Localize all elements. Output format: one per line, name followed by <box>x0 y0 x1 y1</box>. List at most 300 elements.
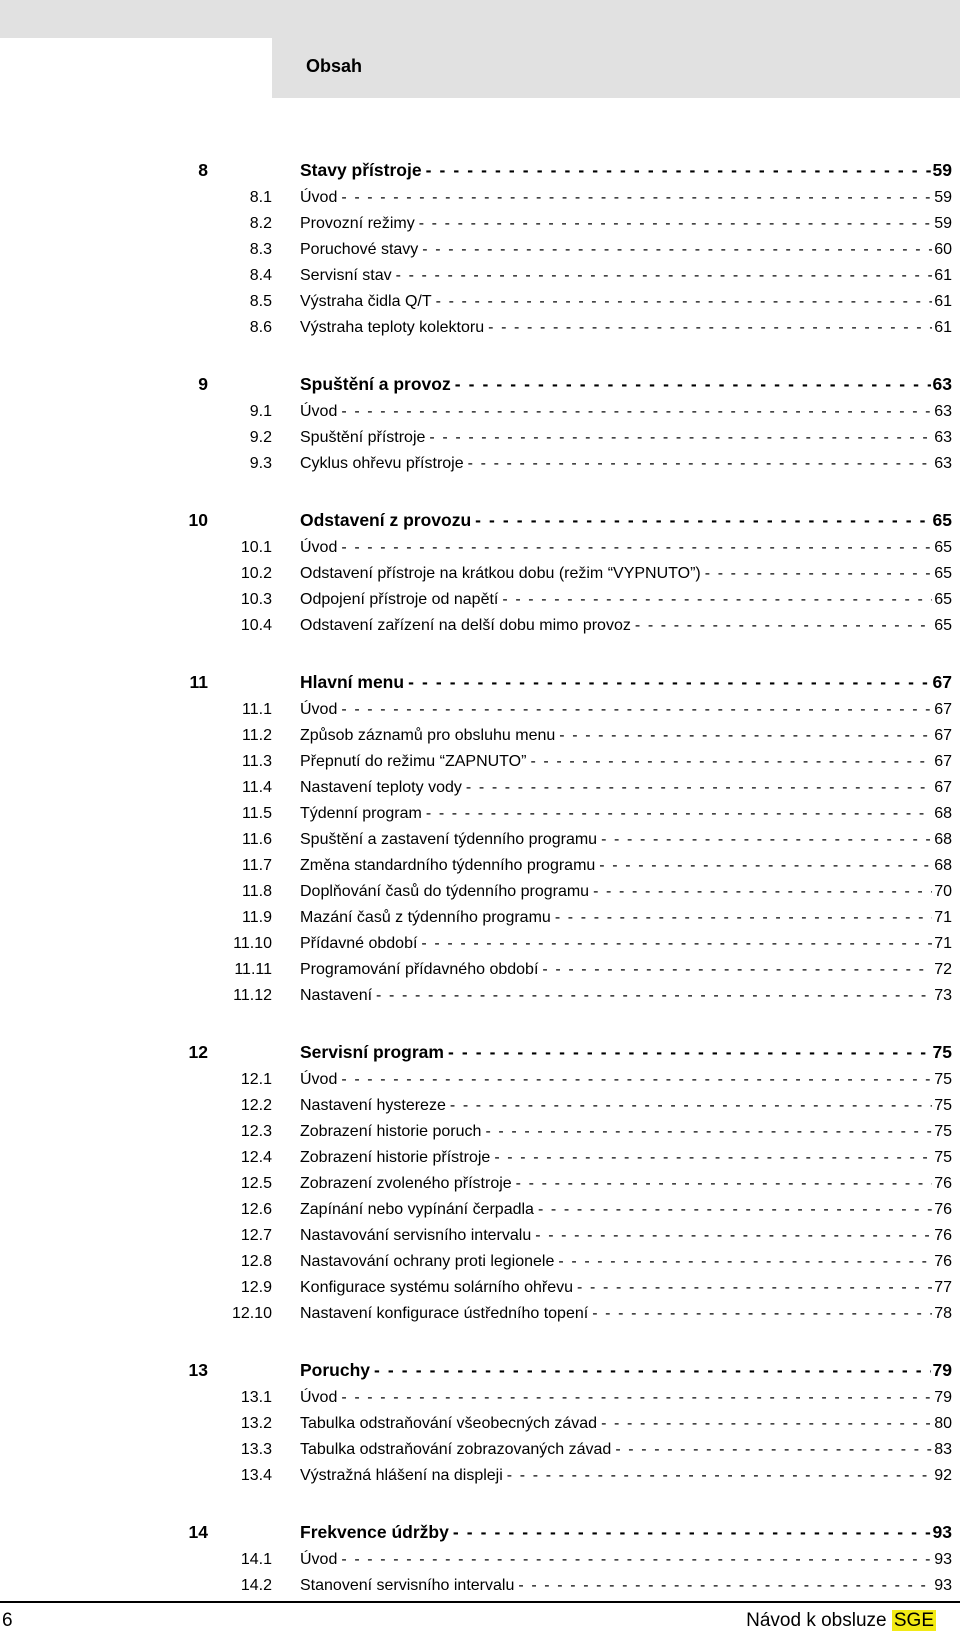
toc-chapter-heading[interactable] <box>0 667 960 697</box>
section-title: Stanovení servisního intervalu <box>300 1577 515 1594</box>
table-of-contents <box>0 155 960 1599</box>
toc-entry-line <box>300 535 952 561</box>
dot-leader <box>436 289 933 315</box>
dot-leader <box>341 1385 932 1411</box>
toc-chapter <box>0 505 960 639</box>
section-number: 11.1 <box>242 701 272 718</box>
page-number: 65 <box>932 510 952 530</box>
toc-entry[interactable] <box>0 1171 960 1197</box>
header-tab-band <box>272 38 960 98</box>
dot-leader <box>453 1517 931 1547</box>
page-number: 63 <box>934 403 952 420</box>
toc-entry[interactable] <box>0 263 960 289</box>
section-number: 13.3 <box>240 1441 272 1458</box>
section-title: Nastavování servisního intervalu <box>300 1227 532 1244</box>
toc-entry-line <box>300 1411 952 1437</box>
toc-entry-line <box>300 983 952 1009</box>
toc-entry[interactable] <box>0 697 960 723</box>
page-number: 75 <box>932 1042 952 1062</box>
page-number: 67 <box>934 779 952 796</box>
dot-leader <box>426 155 931 185</box>
dot-leader <box>577 1275 932 1301</box>
toc-entry-line <box>300 931 952 957</box>
section-title: Odstavení přístroje na krátkou dobu (režim “VYPNUTO”) <box>300 565 701 582</box>
toc-entry[interactable] <box>0 1547 960 1573</box>
dot-leader <box>422 237 932 263</box>
toc-entry-line <box>300 1573 952 1599</box>
section-title: Mazání časů z týdenního programu <box>300 909 551 926</box>
section-number: 12.1 <box>240 1071 272 1088</box>
toc-chapter-heading[interactable] <box>0 155 960 185</box>
section-title: Výstraha čidla Q/T <box>300 293 432 310</box>
page-number: 67 <box>932 672 952 692</box>
chapter-title: Odstavení z provozu <box>300 510 472 530</box>
section-title: Programování přídavného období <box>300 961 539 978</box>
dot-leader <box>341 697 932 723</box>
section-title: Úvod <box>300 189 338 206</box>
section-number: 11.2 <box>242 727 272 744</box>
dot-leader <box>341 535 932 561</box>
toc-entry[interactable] <box>0 1249 960 1275</box>
header-top-band <box>0 0 960 38</box>
page-number: 67 <box>934 753 952 770</box>
section-number: 14.1 <box>240 1551 272 1568</box>
section-number: 11.5 <box>242 805 272 822</box>
toc-entry-line <box>300 1067 952 1093</box>
toc-entry-line <box>300 1547 952 1573</box>
section-number: 10.2 <box>240 565 272 582</box>
toc-entry[interactable] <box>0 749 960 775</box>
page-number: 72 <box>934 961 952 978</box>
toc-entry-line <box>300 801 952 827</box>
section-number: 14.2 <box>240 1577 272 1594</box>
section-number: 11.9 <box>242 909 272 926</box>
chapter-title: Spuštění a provoz <box>300 374 451 394</box>
section-number: 8.1 <box>249 189 272 206</box>
toc-entry-line <box>300 905 952 931</box>
toc-entry-line <box>300 1301 952 1327</box>
section-title: Zapínání nebo vypínání čerpadla <box>300 1201 534 1218</box>
page-number: 93 <box>934 1551 952 1568</box>
chapter-number: 11 <box>189 672 208 692</box>
section-title: Nastavování ochrany proti legionele <box>300 1253 555 1270</box>
toc-entry[interactable] <box>0 1411 960 1437</box>
page-number: 71 <box>934 909 952 926</box>
section-title: Odstavení zařízení na delší dobu mimo provoz <box>300 617 631 634</box>
toc-entry-line <box>300 1171 952 1197</box>
dot-leader <box>705 561 932 587</box>
section-number: 8.4 <box>249 267 272 284</box>
page-number: 59 <box>932 160 952 180</box>
section-title: Zobrazení zvoleného přístroje <box>300 1175 512 1192</box>
toc-chapter-heading[interactable] <box>0 1355 960 1385</box>
dot-leader <box>601 827 932 853</box>
dot-leader <box>538 1197 932 1223</box>
dot-leader <box>559 723 932 749</box>
toc-chapter-heading[interactable] <box>0 369 960 399</box>
page-number: 65 <box>934 591 952 608</box>
section-title: Zobrazení historie poruch <box>300 1123 482 1140</box>
toc-entry-line <box>300 1037 952 1067</box>
toc-chapter <box>0 667 960 1009</box>
toc-entry-line <box>300 667 952 697</box>
footer-brand-label: SGE <box>893 1610 934 1631</box>
dot-leader <box>341 185 932 211</box>
section-title: Tabulka odstraňování zobrazovaných závad <box>300 1441 612 1458</box>
chapter-number: 8 <box>198 160 208 180</box>
toc-entry[interactable] <box>0 185 960 211</box>
page-number: 75 <box>934 1123 952 1140</box>
toc-entry[interactable] <box>0 1437 960 1463</box>
toc-entry[interactable] <box>0 1573 960 1599</box>
toc-chapter-heading[interactable] <box>0 1037 960 1067</box>
page-number: 61 <box>934 319 952 336</box>
dot-leader <box>426 801 932 827</box>
section-number: 10.3 <box>240 591 272 608</box>
dot-leader <box>502 587 932 613</box>
page-number: 59 <box>934 189 952 206</box>
section-number: 12.8 <box>240 1253 272 1270</box>
section-number: 13.4 <box>240 1467 272 1484</box>
section-title: Úvod <box>300 403 338 420</box>
page-number: 71 <box>934 935 952 952</box>
section-number: 11.11 <box>234 961 272 978</box>
toc-entry-line <box>300 775 952 801</box>
section-title: Spuštění přístroje <box>300 429 426 446</box>
toc-entry-line <box>300 723 952 749</box>
section-title: Úvod <box>300 1389 338 1406</box>
chapter-number: 13 <box>188 1360 208 1380</box>
page-title: Obsah <box>306 56 363 76</box>
dot-leader <box>376 983 932 1009</box>
toc-chapter-heading[interactable] <box>0 505 960 535</box>
toc-entry[interactable] <box>0 451 960 477</box>
toc-entry[interactable] <box>0 957 960 983</box>
dot-leader <box>488 315 932 341</box>
section-title: Nastavení hystereze <box>300 1097 446 1114</box>
toc-entry[interactable] <box>0 289 960 315</box>
toc-entry-line <box>300 1223 952 1249</box>
toc-entry-line <box>300 369 952 399</box>
page-number: 83 <box>934 1441 952 1458</box>
toc-entry-line <box>300 1119 952 1145</box>
toc-entry-line <box>300 749 952 775</box>
chapter-number: 12 <box>188 1042 208 1062</box>
page-number: 76 <box>934 1227 952 1244</box>
section-title: Nastavení <box>300 987 373 1004</box>
dot-leader <box>494 1145 932 1171</box>
section-number: 8.3 <box>249 241 272 258</box>
dot-leader <box>542 957 932 983</box>
footer-document-title <box>746 1610 936 1632</box>
dot-leader <box>450 1093 932 1119</box>
toc-entry-line <box>300 561 952 587</box>
section-title: Provozní režimy <box>300 215 415 232</box>
dot-leader <box>341 1547 932 1573</box>
toc-chapter-heading[interactable] <box>0 1517 960 1547</box>
toc-entry-line <box>300 827 952 853</box>
page-number: 75 <box>934 1097 952 1114</box>
toc-entry[interactable] <box>0 723 960 749</box>
dot-leader <box>341 1067 932 1093</box>
dot-leader <box>599 853 932 879</box>
page-number: 79 <box>934 1389 952 1406</box>
toc-entry[interactable] <box>0 1275 960 1301</box>
page-number: 60 <box>934 241 952 258</box>
toc-entry[interactable] <box>0 315 960 341</box>
toc-entry[interactable] <box>0 905 960 931</box>
toc-entry[interactable] <box>0 535 960 561</box>
chapter-title: Frekvence údržby <box>300 1522 449 1542</box>
toc-entry[interactable] <box>0 561 960 587</box>
page-number: 63 <box>934 455 952 472</box>
toc-entry[interactable] <box>0 853 960 879</box>
dot-leader <box>558 1249 932 1275</box>
toc-entry-line <box>300 587 952 613</box>
section-number: 9.1 <box>249 403 272 420</box>
page-number: 59 <box>934 215 952 232</box>
section-title: Přepnutí do režimu “ZAPNUTO” <box>300 753 527 770</box>
dot-leader <box>341 399 932 425</box>
page-number: 75 <box>934 1071 952 1088</box>
section-title: Nastavení konfigurace ústředního topení <box>300 1305 589 1322</box>
section-title: Konfigurace systému solárního ohřevu <box>300 1279 574 1296</box>
toc-entry-line <box>300 1249 952 1275</box>
section-number: 9.2 <box>249 429 272 446</box>
page-number: 76 <box>934 1253 952 1270</box>
toc-entry[interactable] <box>0 775 960 801</box>
section-number: 10.1 <box>240 539 272 556</box>
toc-entry[interactable] <box>0 1145 960 1171</box>
section-number: 11.3 <box>242 753 272 770</box>
toc-entry-line <box>300 211 952 237</box>
toc-entry-line <box>300 451 952 477</box>
chapter-number: 14 <box>188 1522 208 1542</box>
toc-entry[interactable] <box>0 983 960 1009</box>
page-number: 93 <box>934 1577 952 1594</box>
section-title: Odpojení přístroje od napětí <box>300 591 499 608</box>
dot-leader <box>535 1223 932 1249</box>
section-title: Přídavné období <box>300 935 418 952</box>
dot-leader <box>466 775 932 801</box>
page-number: 61 <box>934 267 952 284</box>
page-number: 65 <box>934 565 952 582</box>
dot-leader <box>518 1573 932 1599</box>
toc-chapter <box>0 155 960 341</box>
page-number: 63 <box>932 374 952 394</box>
section-title: Změna standardního týdenního programu <box>300 857 596 874</box>
toc-entry-line <box>300 1093 952 1119</box>
section-title: Cyklus ohřevu přístroje <box>300 455 464 472</box>
toc-entry-line <box>300 263 952 289</box>
chapter-number: 9 <box>198 374 208 394</box>
toc-entry-line <box>300 853 952 879</box>
section-number: 11.7 <box>242 857 272 874</box>
dot-leader <box>468 451 933 477</box>
toc-entry[interactable] <box>0 1067 960 1093</box>
page-number: 67 <box>934 727 952 744</box>
section-number: 11.4 <box>242 779 272 796</box>
section-title: Tabulka odstraňování všeobecných závad <box>300 1415 598 1432</box>
toc-entry-line <box>300 1355 952 1385</box>
page-number: 67 <box>934 701 952 718</box>
toc-entry[interactable] <box>0 211 960 237</box>
page-number: 68 <box>934 831 952 848</box>
page-number: 92 <box>934 1467 952 1484</box>
toc-entry[interactable] <box>0 1463 960 1489</box>
toc-entry[interactable] <box>0 237 960 263</box>
dot-leader <box>555 905 932 931</box>
toc-entry-line <box>300 1385 952 1411</box>
dot-leader <box>374 1355 931 1385</box>
footer-doc-title-text: Návod k obsluze <box>746 1610 887 1631</box>
toc-entry-line <box>300 1145 952 1171</box>
dot-leader <box>530 749 932 775</box>
dot-leader <box>429 425 932 451</box>
dot-leader <box>455 369 931 399</box>
chapter-title: Hlavní menu <box>300 672 405 692</box>
toc-entry-line <box>300 957 952 983</box>
page-number: 76 <box>934 1175 952 1192</box>
toc-chapter <box>0 1037 960 1327</box>
section-number: 11.12 <box>233 987 272 1004</box>
toc-entry-line <box>300 1437 952 1463</box>
toc-entry[interactable] <box>0 399 960 425</box>
toc-entry[interactable] <box>0 827 960 853</box>
section-number: 10.4 <box>240 617 272 634</box>
page-number: 78 <box>934 1305 952 1322</box>
page-number: 77 <box>934 1279 952 1296</box>
dot-leader <box>615 1437 932 1463</box>
section-title: Způsob záznamů pro obsluhu menu <box>300 727 556 744</box>
toc-entry-line <box>300 1463 952 1489</box>
dot-leader <box>593 879 932 905</box>
toc-entry[interactable] <box>0 879 960 905</box>
section-title: Servisní stav <box>300 267 392 284</box>
section-title: Poruchové stavy <box>300 241 419 258</box>
dot-leader <box>601 1411 932 1437</box>
toc-entry-line <box>300 697 952 723</box>
section-number: 12.5 <box>240 1175 272 1192</box>
section-title: Úvod <box>300 1551 338 1568</box>
dot-leader <box>592 1301 932 1327</box>
page-number: 75 <box>934 1149 952 1166</box>
toc-entry-line <box>300 879 952 905</box>
toc-entry[interactable] <box>0 801 960 827</box>
page-number: 79 <box>932 1360 952 1380</box>
toc-chapter <box>0 1355 960 1489</box>
chapter-title: Poruchy <box>300 1360 371 1380</box>
section-number: 12.4 <box>240 1149 272 1166</box>
dot-leader <box>421 931 932 957</box>
toc-entry-line <box>300 1517 952 1547</box>
section-number: 11.10 <box>233 935 272 952</box>
section-number: 8.5 <box>249 293 272 310</box>
page-number: 65 <box>934 539 952 556</box>
toc-entry-line <box>300 425 952 451</box>
page-number: 61 <box>934 293 952 310</box>
dot-leader <box>475 505 930 535</box>
toc-entry-line <box>300 505 952 535</box>
page-number: 73 <box>934 987 952 1004</box>
page-number: 63 <box>934 429 952 446</box>
section-number: 11.8 <box>242 883 272 900</box>
toc-entry-line <box>300 155 952 185</box>
section-number: 8.2 <box>249 215 272 232</box>
page-number: 70 <box>934 883 952 900</box>
dot-leader <box>485 1119 932 1145</box>
page-number: 93 <box>932 1522 952 1542</box>
section-title: Spuštění a zastavení týdenního programu <box>300 831 598 848</box>
section-number: 13.2 <box>240 1415 272 1432</box>
section-title: Zobrazení historie přístroje <box>300 1149 491 1166</box>
toc-entry[interactable] <box>0 1197 960 1223</box>
page-number: 76 <box>934 1201 952 1218</box>
toc-entry-line <box>300 289 952 315</box>
section-title: Úvod <box>300 701 338 718</box>
section-title: Úvod <box>300 1071 338 1088</box>
page-number: 68 <box>934 805 952 822</box>
section-title: Výstraha teploty kolektoru <box>300 319 485 336</box>
toc-entry-line <box>300 185 952 211</box>
dot-leader <box>635 613 932 639</box>
section-number: 9.3 <box>249 455 272 472</box>
section-number: 12.9 <box>240 1279 272 1296</box>
toc-entry[interactable] <box>0 931 960 957</box>
page-number: 65 <box>934 617 952 634</box>
toc-entry[interactable] <box>0 613 960 639</box>
footer-page-number: 6 <box>2 1610 13 1631</box>
section-number: 12.6 <box>240 1201 272 1218</box>
toc-entry-line <box>300 399 952 425</box>
chapter-title: Servisní program <box>300 1042 444 1062</box>
toc-entry-line <box>300 1197 952 1223</box>
section-title: Doplňování časů do týdenního programu <box>300 883 590 900</box>
section-number: 12.7 <box>240 1227 272 1244</box>
toc-entry[interactable] <box>0 1119 960 1145</box>
footer-divider <box>0 1601 960 1603</box>
toc-entry[interactable] <box>0 1385 960 1411</box>
toc-entry[interactable] <box>0 425 960 451</box>
toc-chapter <box>0 369 960 477</box>
section-title: Výstražná hlášení na displeji <box>300 1467 503 1484</box>
section-number: 12.10 <box>231 1305 272 1322</box>
toc-chapter <box>0 1517 960 1599</box>
page-number: 68 <box>934 857 952 874</box>
toc-entry[interactable] <box>0 587 960 613</box>
toc-entry[interactable] <box>0 1223 960 1249</box>
toc-entry-line <box>300 315 952 341</box>
page-number: 80 <box>934 1415 952 1432</box>
toc-entry[interactable] <box>0 1093 960 1119</box>
section-title: Úvod <box>300 539 338 556</box>
section-number: 13.1 <box>240 1389 272 1406</box>
dot-leader <box>419 211 933 237</box>
dot-leader <box>516 1171 933 1197</box>
toc-entry-line <box>300 1275 952 1301</box>
section-number: 11.6 <box>242 831 272 848</box>
toc-entry[interactable] <box>0 1301 960 1327</box>
section-title: Týdenní program <box>300 805 422 822</box>
toc-entry-line <box>300 237 952 263</box>
section-title: Nastavení teploty vody <box>300 779 462 796</box>
section-number: 12.3 <box>240 1123 272 1140</box>
dot-leader <box>396 263 933 289</box>
section-number: 12.2 <box>240 1097 272 1114</box>
section-number: 8.6 <box>249 319 272 336</box>
dot-leader <box>408 667 930 697</box>
dot-leader <box>507 1463 932 1489</box>
